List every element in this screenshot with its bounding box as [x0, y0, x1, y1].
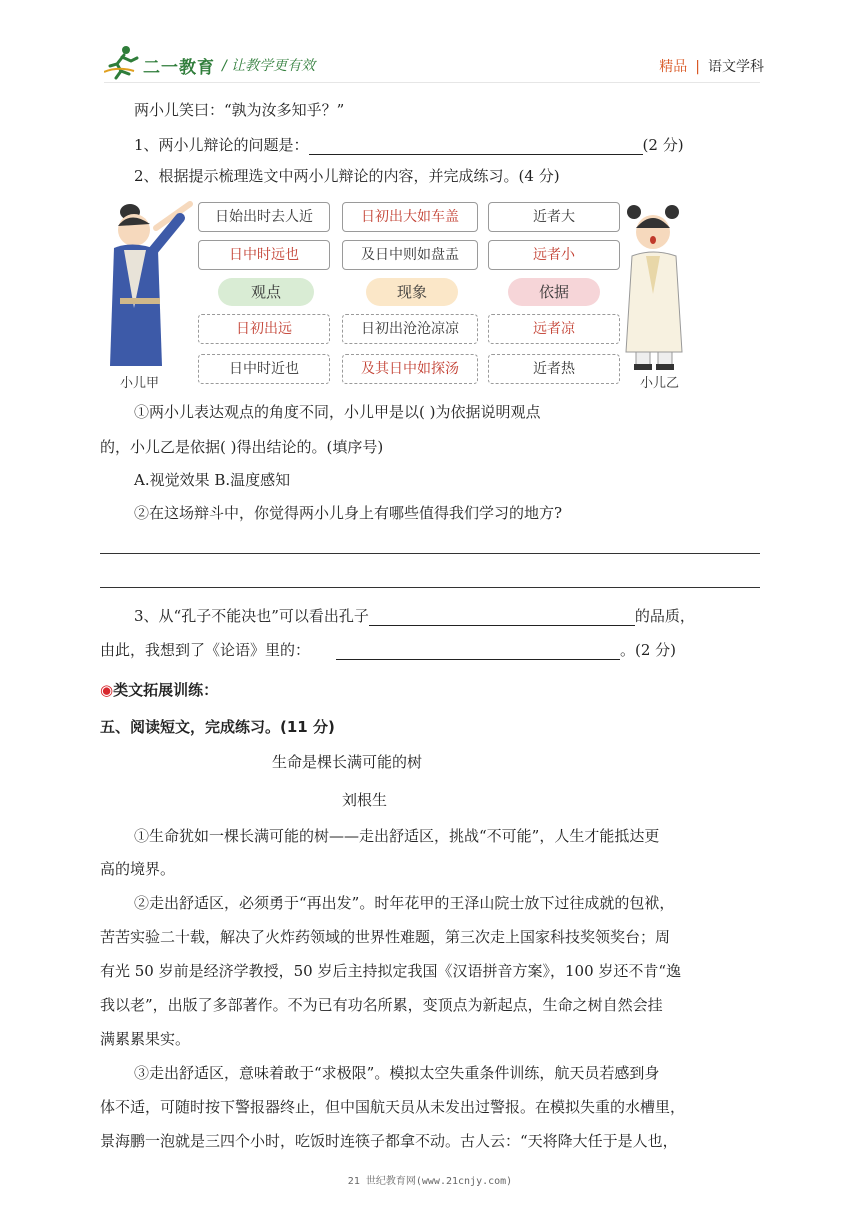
answer-blank-1[interactable] [309, 138, 643, 155]
child-b-illustration-icon [620, 202, 690, 372]
question-3-part-3: 由此，我想到了《论语》里的： [100, 641, 311, 659]
card-b-claim-1: 日中时远也 [198, 240, 330, 270]
sub-question-1-line-2: 的，小儿乙是依据( )得出结论的。(填序号) [100, 438, 384, 456]
header-divider-line [104, 82, 760, 83]
article-p2-line-5: 满累累果实。 [100, 1030, 191, 1048]
card-b-basis-2: 远者凉 [488, 314, 620, 344]
article-p2-line-3: 有光 50 岁前是经济学教授，50 岁后主持拟定我国《汉语拼音方案》，100 岁还不肯“逸 [100, 962, 682, 980]
child-a-illustration-icon [100, 198, 196, 370]
question-3-part-2: 的品质， [634, 607, 695, 625]
article-p2-line-1: ②走出舒适区，必须勇于“再出发”。时年花甲的王泽山院士放下过往成就的包袱， [134, 894, 675, 912]
question-2: 2、根据提示梳理选文中两小儿辩论的内容，并完成练习。(4 分) [134, 167, 560, 185]
answer-line-2[interactable] [100, 587, 760, 588]
header-right [659, 56, 764, 76]
card-b-phenomenon-1: 及日中则如盘盂 [342, 240, 478, 270]
article-p2-line-2: 苦苦实验二十载，解决了火炸药领域的世界性难题，第三次走上国家科技奖领奖台；周 [100, 928, 671, 946]
question-1 [134, 135, 684, 155]
question-3-line-2 [100, 640, 676, 660]
answer-blank-3b[interactable] [336, 643, 620, 660]
card-b-phenomenon-2: 日初出沧沧凉凉 [342, 314, 478, 344]
card-a-claim-2: 日中时近也 [198, 354, 330, 384]
section-label [100, 680, 218, 700]
card-a-phenomenon-1: 日初出大如车盖 [342, 202, 478, 232]
card-a-phenomenon-2: 及其日中如探汤 [342, 354, 478, 384]
card-a-claim-1: 日始出时去人近 [198, 202, 330, 232]
sub-question-1-options: A.视觉效果 B.温度感知 [134, 471, 291, 489]
header-basis: 依据 [508, 278, 600, 306]
target-bullet-icon: ◉ [100, 681, 114, 699]
section-5-heading: 五、阅读短文，完成练习。(11 分) [100, 718, 335, 736]
article-p1-line-2: 高的境界。 [100, 860, 176, 878]
card-a-basis-1: 近者大 [488, 202, 620, 232]
article-p3-line-3: 景海鹏一泡就是三四个小时，吃饭时连筷子都拿不动。古人云：“天将降大任于是人也， [100, 1132, 678, 1150]
subject-label: 语文学科 [708, 59, 764, 75]
question-1-text: 1、两小儿辩论的问题是： [134, 136, 309, 154]
answer-line-1[interactable] [100, 553, 760, 554]
header-viewpoint: 观点 [218, 278, 314, 306]
sub-question-2: ②在这场辩斗中，你觉得两小儿身上有哪些值得我们学习的地方? [134, 504, 563, 522]
page-footer: 21 世纪教育网(www.21cnjy.com) [347, 1176, 513, 1187]
card-b-claim-2: 日初出远 [198, 314, 330, 344]
section-label-text: 类文拓展训练： [113, 681, 219, 699]
article-author: 刘根生 [342, 791, 388, 809]
answer-blank-3a[interactable] [369, 609, 635, 626]
article-p3-line-2: 体不适，可随时按下警报器终止，但中国航天员从未发出过警报。在模拟失重的水槽里， [100, 1098, 686, 1116]
question-3-score: 。(2 分) [620, 641, 677, 659]
runner-logo-icon [104, 44, 140, 80]
child-b-caption: 小儿乙 [640, 376, 680, 391]
question-3-line-1 [134, 606, 695, 626]
intro-line: 两小儿笑曰：“孰为汝多知乎？” [134, 101, 345, 119]
header-divider: | [695, 59, 700, 75]
brand-name: 二一教育 [143, 58, 215, 78]
question-3-part-1: 3、从“孔子不能决也”可以看出孔子 [134, 607, 369, 625]
child-a-caption: 小儿甲 [120, 376, 160, 391]
slogan: / 让教学更有效 [222, 58, 316, 74]
article-p2-line-4: 我以老”，出版了多部著作。不为已有功名所累，变顶点为新起点，生命之树自然会挂 [100, 996, 663, 1014]
sub-question-1-line-1: ①两小儿表达观点的角度不同，小儿甲是以( )为依据说明观点 [134, 403, 541, 421]
card-b-basis-1: 远者小 [488, 240, 620, 270]
article-p3-line-1: ③走出舒适区，意味着敢于“求极限”。模拟太空失重条件训练，航天员若感到身 [134, 1064, 660, 1082]
card-a-basis-2: 近者热 [488, 354, 620, 384]
header-phenomenon: 现象 [366, 278, 458, 306]
article-title: 生命是棵长满可能的树 [272, 753, 423, 771]
quality-tag: 精品 [659, 59, 688, 75]
question-1-score: (2 分) [642, 136, 684, 154]
article-p1-line-1: ①生命犹如一棵长满可能的树——走出舒适区，挑战“不可能”，人生才能抵达更 [134, 827, 660, 845]
debate-diagram [100, 198, 760, 390]
